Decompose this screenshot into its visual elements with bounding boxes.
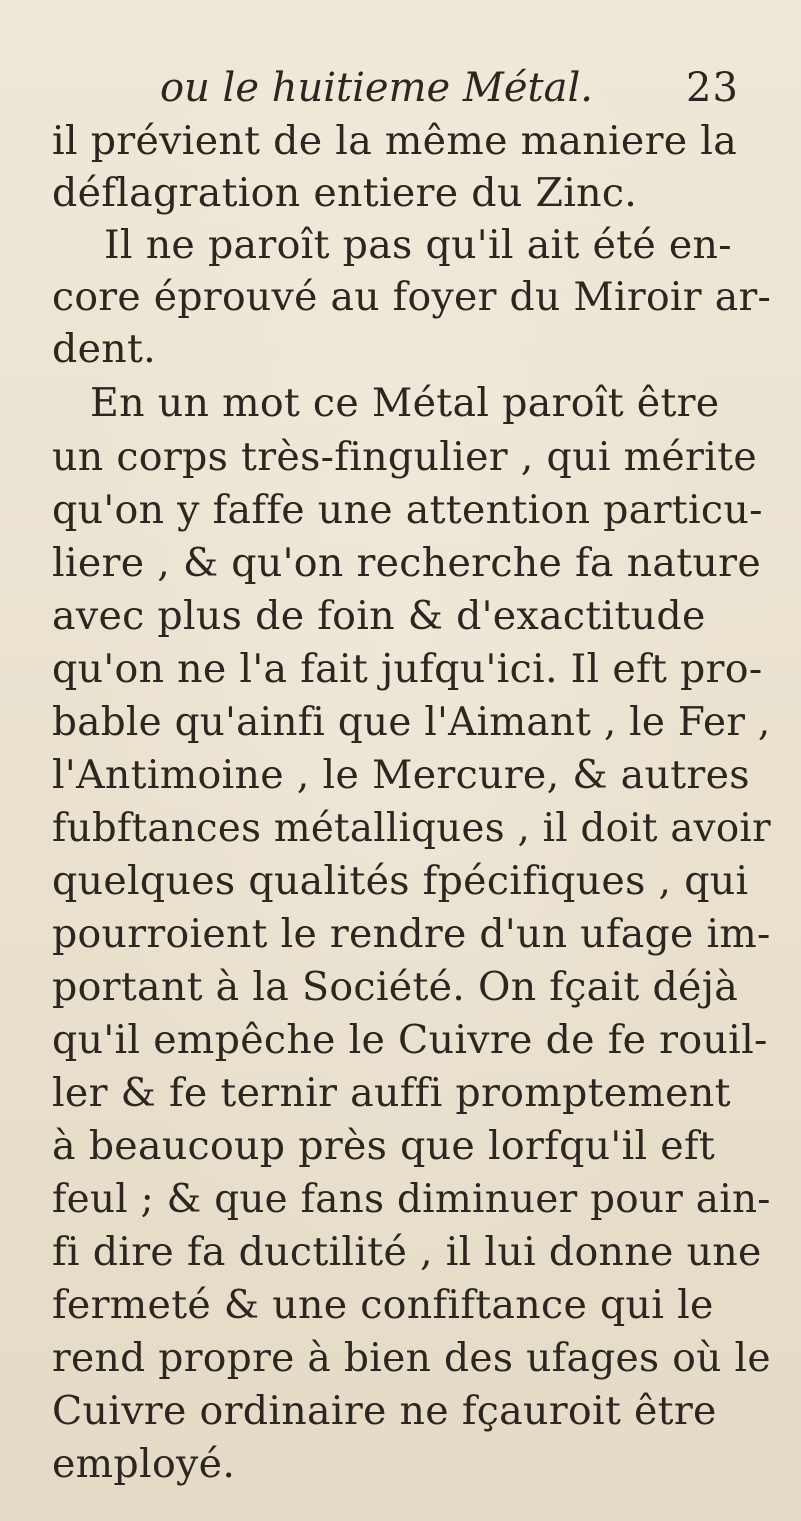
page-number: 23 (686, 65, 739, 111)
text-line: quelques qualités fpécifiques , qui (52, 858, 749, 904)
text-line: avec plus de foin & d'exactitude (52, 593, 706, 639)
text-line: fubftances métalliques , il doit avoir (52, 805, 771, 851)
text-line: liere , & qu'on recherche fa nature (52, 540, 762, 586)
running-title: ou le huitieme Métal. (160, 65, 593, 111)
text-line: fi dire fa ductilité , il lui donne une (52, 1229, 762, 1275)
text-line: core éprouvé au foyer du Miroir ar- (52, 274, 772, 320)
text-line: ler & fe ternir auffi promptement (52, 1070, 731, 1116)
text-line: fermeté & une confiftance qui le (52, 1282, 714, 1328)
running-head (160, 62, 739, 114)
text-line: rend propre à bien des ufages où le (52, 1335, 771, 1381)
text-line: feul ; & que fans diminuer pour ain- (52, 1176, 771, 1222)
text-line: déflagration entiere du Zinc. (52, 170, 638, 216)
text-line: à beaucoup près que lorfqu'il eft (52, 1123, 716, 1169)
text-line: bable qu'ainfi que l'Aimant , le Fer , (52, 699, 771, 745)
text-line: qu'on y faffe une attention particu- (52, 487, 763, 533)
text-line: il prévient de la même maniere la (52, 118, 738, 164)
text-line: l'Antimoine , le Mercure, & autres (52, 752, 750, 798)
text-line: qu'il empêche le Cuivre de fe rouil- (52, 1017, 768, 1063)
text-line: Il ne paroît pas qu'il ait été en- (104, 222, 732, 268)
text-line: Cuivre ordinaire ne fçauroit être (52, 1388, 717, 1434)
text-line: En un mot ce Métal paroît être (90, 380, 720, 426)
text-line: un corps très-fingulier , qui mérite (52, 434, 758, 480)
text-line: portant à la Société. On fçait déjà (52, 964, 739, 1010)
text-line: dent. (52, 326, 157, 372)
text-line: employé. (52, 1441, 236, 1487)
text-line: pourroient le rendre d'un ufage im- (52, 911, 771, 957)
text-line: qu'on ne l'a fait jufqu'ici. Il eft pro- (52, 646, 763, 692)
